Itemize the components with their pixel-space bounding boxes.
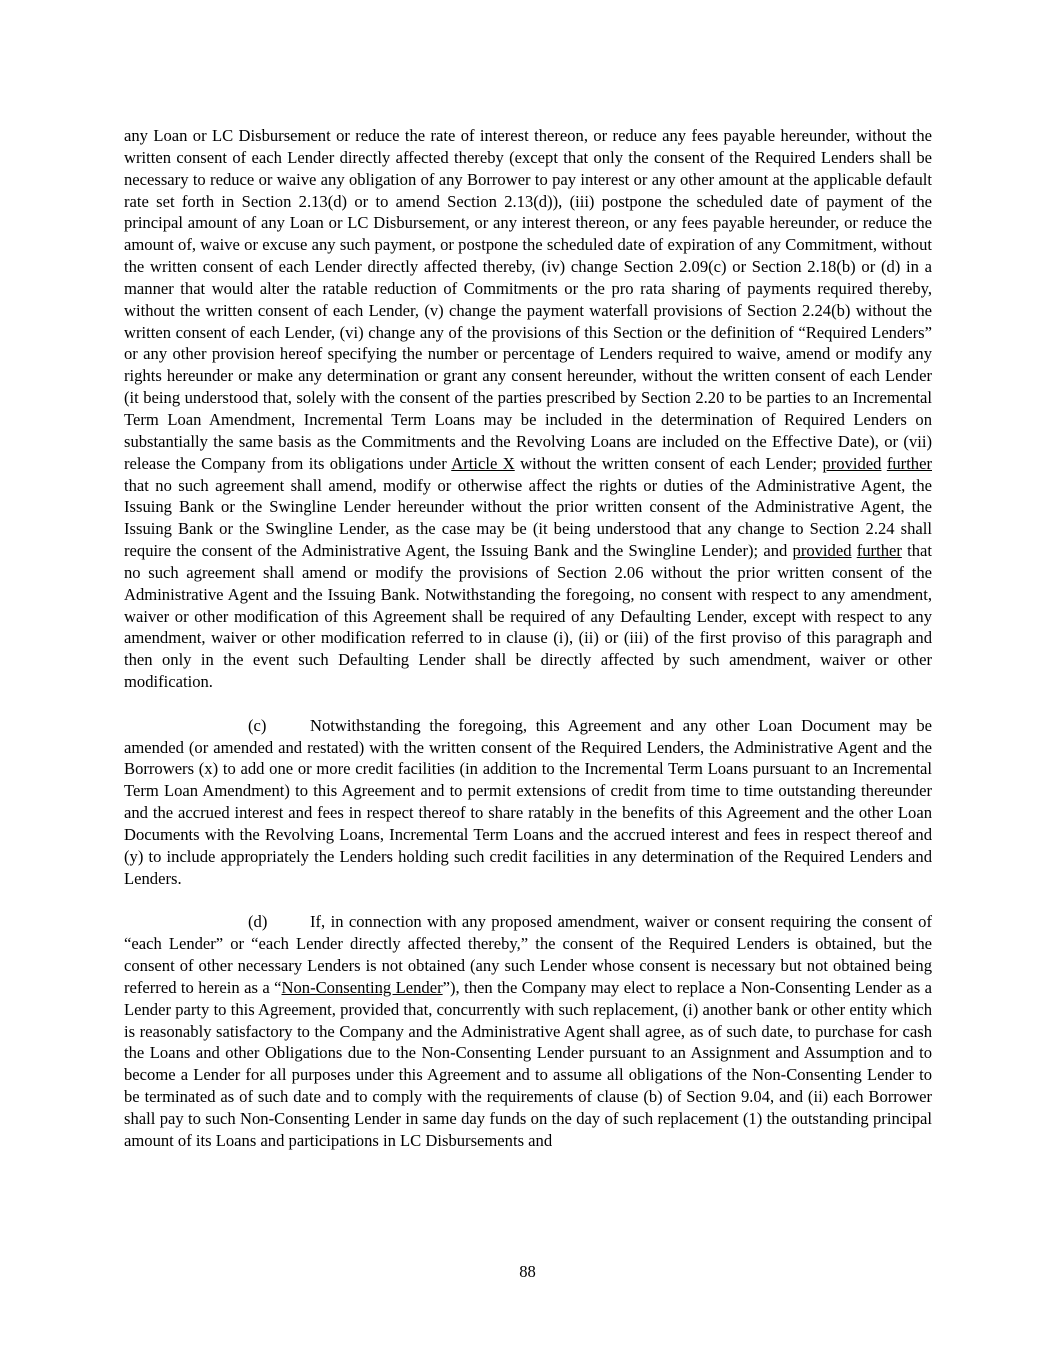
paragraph-c-label: (c) bbox=[248, 715, 267, 735]
non-consenting-lender-term: Non-Consenting Lender bbox=[281, 977, 443, 997]
text-run: If, in connection with any proposed amendment, waiver or consent requiring the consent of “each Lender” or “each Lender directly affected thereby,” the consent of the Required Lenders is obtained, but the consent of other necessary Lenders is not obtained (any such Lender whose consent is necessary but not obtained being referred to herein as a “ bbox=[124, 912, 932, 997]
article-x-reference: Article X bbox=[451, 453, 515, 473]
text-run: without the written consent of each Lender; bbox=[514, 453, 823, 473]
provided-term: provided bbox=[822, 453, 882, 473]
paragraph-c bbox=[124, 715, 932, 890]
further-term: further bbox=[886, 453, 932, 473]
text-run: any Loan or LC Disbursement or reduce the rate of interest thereon, or reduce any fees payable hereunder, without the written consent of each Lender directly affected thereby (except that only the consent of the Required Lenders shall be necessary to reduce or waive any obligation of any Borrower to pay interest or any other amount at the applicable default rate set forth in Section 2.13(d) or to amend Section 2.13(d)), (iii) postpone the scheduled date of payment of the principal amount of any Loan or LC Disbursement, or any interest thereon, or any fees payable hereunder, or reduce the amount of, waive or excuse any such payment, or postpone the scheduled date of expiration of any Commitment, without the written consent of each Lender directly affected thereby, (iv) change Section 2.09(c) or Section 2.18(b) or (d) in a manner that would alter the ratable reduction of Commitments or the pro rata sharing of payments required thereby, without the written consent of each Lender, (v) change the payment waterfall provisions of Section 2.24(b) without the written consent of each Lender, (vi) change any of the provisions of this Section or the definition of “Required Lenders” or any other provision hereof specifying the number or percentage of Lenders required to waive, amend or modify any rights hereunder or make any determination or grant any consent hereunder, without the written consent of each Lender (it being understood that, solely with the consent of the parties prescribed by Section 2.20 to be parties to an Incremental Term Loan Amendment, Incremental Term Loans may be included in the determination of Required Lenders on substantially the same basis as the Commitments and the Revolving Loans are included on the Effective Date), or (vii) release the Company from its obligations under bbox=[124, 126, 932, 473]
paragraph-d-label: (d) bbox=[248, 912, 268, 932]
text-run: that no such agreement shall amend or modify the provisions of Section 2.06 without the prior written consent of the Administrative Agent and the Issuing Bank. Notwithstanding the foregoing, no consent with respect to any amendment, waiver or other modification of this Agreement shall be required of any Defaulting Lender, except with respect to any amendment, waiver or other modification referred to in clause (i), (ii) or (iii) of the first proviso of this paragraph and then only in the event such Defaulting Lender shall be directly affected by such amendment, waiver or other modification. bbox=[124, 541, 932, 692]
paragraph-d bbox=[124, 911, 932, 1151]
page-number: 88 bbox=[519, 1262, 536, 1281]
document-page bbox=[124, 125, 932, 1152]
paragraph-b-continuation bbox=[124, 125, 932, 693]
text-run: ”), then the Company may elect to replace a Non-Consenting Lender as a Lender party to this Agreement, provided that, concurrently with such replacement, (i) another bank or other entity which is reasonably satisfactory to the Company and the Administrative Agent shall agree, as of such date, to purchase for cash the Loans and other Obligations due to the Non-Consenting Lender pursuant to an Assignment and Assumption and to become a Lender for all purposes under this Agreement and to assume all obligations of the Non-Consenting Lender to be terminated as of such date and to comply with the requirements of clause (b) of Section 9.04, and (ii) each Borrower shall pay to such Non-Consenting Lender in same day funds on the day of such replacement (1) the outstanding principal amount of its Loans and participations in LC Disbursements and bbox=[124, 977, 932, 1150]
provided-term: provided bbox=[792, 541, 852, 561]
paragraph-c-text: Notwithstanding the foregoing, this Agreement and any other Loan Document may be amended (or amended and restated) with the written consent of the Required Lenders, the Administrative Agent and the Borrowers (x) to add one or more credit facilities (in addition to the Incremental Term Loans pursuant to an Incremental Term Loan Amendment) to this Agreement and to permit extensions of credit from time to time outstanding thereunder and the accrued interest and fees in respect thereof to share ratably in the benefits of this Agreement and the other Loan Documents with the Revolving Loans, Incremental Term Loans and the accrued interest and fees in respect thereof and (y) to include appropriately the Lenders holding such credit facilities in any determination of the Required Lenders and Lenders. bbox=[124, 715, 932, 888]
text-run: that no such agreement shall amend, modify or otherwise affect the rights or duties of the Administrative Agent, the Issuing Bank or the Swingline Lender hereunder without the prior written consent of the Administrative Agent, the Issuing Bank or the Swingline Lender, as the case may be (it being understood that any change to Section 2.24 shall require the consent of the Administrative Agent, the Issuing Bank and the Swingline Lender); and bbox=[124, 475, 932, 561]
further-term: further bbox=[856, 541, 902, 561]
